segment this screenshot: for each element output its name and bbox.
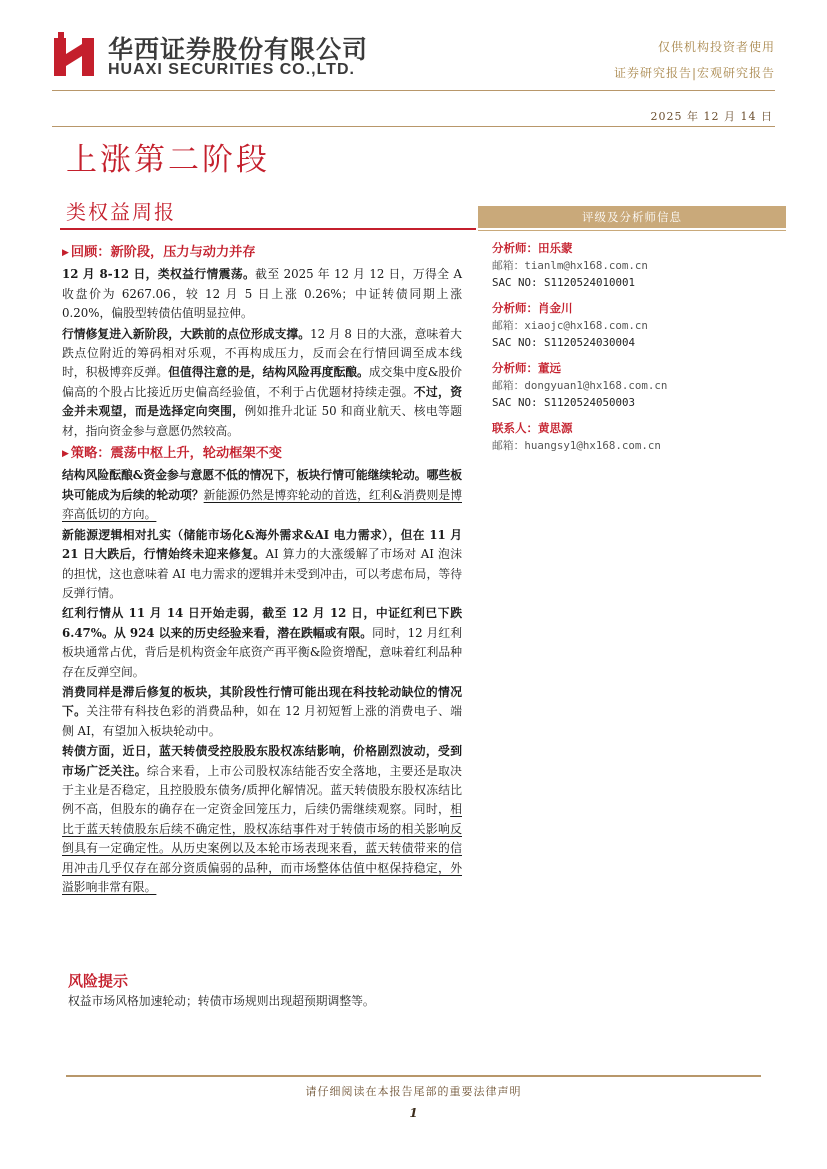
analyst-name: 分析师：田乐蒙 [492, 241, 573, 255]
subtitle-divider [60, 228, 476, 230]
analyst-card [492, 300, 786, 351]
analyst-sac: SAC NO: S1120524030004 [492, 336, 636, 349]
legal-notice: 请仔细阅读在本报告尾部的重要法律声明 [305, 1085, 522, 1098]
analyst-sac: SAC NO: S1120524050003 [492, 396, 636, 409]
strategy-paragraph-1: 结构风险酝酿&资金参与意愿不低的情况下，板块行情可能继续轮动。哪些板块可能成为后续的轮动项？新能源仍然是博弈轮动的首选，红利&消费则是博弈高低切的方向。 [62, 468, 462, 522]
strategy-paragraph-4: 消费同样是滞后修复的板块，其阶段性行情可能出现在科技轮动缺位的情况下。关注带有科技色彩的消费品种，如在 12 月初短暂上涨的消费电子、端侧 AI，有望加入板块轮动中。 [62, 684, 462, 738]
review-heading: ▶ 回顾：新阶段，压力与动力并存 [62, 243, 462, 263]
analyst-sac: SAC NO: S1120524010001 [492, 276, 636, 289]
header-divider [52, 90, 775, 91]
triangle-bullet-icon: ▶ [62, 248, 69, 258]
huaxi-logo-icon [52, 32, 96, 78]
audience-tag: 仅供机构投资者使用 [657, 40, 775, 54]
strategy-paragraph-2: 新能源逻辑相对扎实（储能市场化&海外需求&AI 电力需求），但在 11 月 21 日大跌后，行情始终未迎来修复。AI 算力的大涨缓解了市场对 AI 泡沫的担忧，这也意味着 AI 电力需求的逻辑并未受到冲击，可以考虑布局，等待反弹行情。 [62, 527, 462, 600]
analyst-sidebar [478, 206, 786, 454]
footer-divider [66, 1075, 761, 1077]
analyst-email[interactable]: 邮箱：tianlm@hx168.com.cn [492, 259, 648, 272]
sidebar-divider [478, 230, 786, 231]
report-date: 2025 年 12 月 14 日 [650, 110, 773, 123]
risk-text: 权益市场风格加速轮动；转债市场规则出现超预期调整等。 [68, 994, 375, 1008]
contact-name: 联系人：黄思源 [492, 421, 573, 435]
analyst-email[interactable]: 邮箱：xiaojc@hx168.com.cn [492, 319, 648, 332]
analyst-name: 分析师：董远 [492, 361, 561, 375]
report-subtitle: 类权益周报 [66, 200, 176, 224]
sidebar-heading: 评级及分析师信息 [478, 206, 786, 228]
company-name-en: HUAXI SECURITIES CO.,LTD. [108, 61, 355, 78]
strategy-paragraph-5: 转债方面，近日，蓝天转债受控股股东股权冻结影响，价格剧烈波动，受到市场广泛关注。综合来看，上市公司股权冻结能否安全落地，主要还是取决于主业是否稳定，且控股股东债务/质押化解情况。蓝天转债股东股权冻结比例不高，但股东的确存在一定资金回笼压力，后续仍需继续观察。同时，相比于蓝天转债股东后续不确定性，股权冻结事件对于转债市场的相关影响反倒具有一定确定性。从历史案例以及本轮市场表现来看，蓝天转债带来的信用冲击几乎仅存在部分资质偏弱的品种，而市场整体估值中枢保持稳定，外溢影响非常有限。 [62, 744, 462, 894]
review-paragraph-1: 12 月 8-12 日，类权益行情震荡。截至 2025 年 12 月 12 日，万得全 A 收盘价为 6267.06，较 12 月 5 日上涨 0.26%；中证转债同期上涨 0.20%，偏股型转债估值明显拉伸。 [62, 267, 462, 321]
contact-email[interactable]: 邮箱：huangsy1@hx168.com.cn [492, 439, 661, 452]
analyst-card [492, 360, 786, 411]
analyst-card [492, 240, 786, 291]
report-title: 上涨第二阶段 [66, 142, 270, 178]
company-name-cn: 华西证券股份有限公司 [108, 35, 369, 64]
analyst-name: 分析师：肖金川 [492, 301, 573, 315]
triangle-bullet-icon: ▶ [62, 449, 69, 460]
strategy-heading: ▶ 策略：震荡中枢上升，轮动框架不变 [62, 444, 462, 464]
analyst-email[interactable]: 邮箱：dongyuan1@hx168.com.cn [492, 379, 668, 392]
date-divider [52, 126, 775, 127]
report-type-tag: 证券研究报告|宏观研究报告 [613, 66, 775, 80]
main-column [62, 240, 462, 898]
contact-card [492, 420, 786, 454]
strategy-paragraph-3: 红利行情从 11 月 14 日开始走弱，截至 12 月 12 日，中证红利已下跌 6.47%。从 924 以来的历史经验来看，潜在跌幅或有限。同时，12 月红利板块通常占优，背后是机构资金年底资产再平衡&险资增配，意味着红利品种存在反弹空间。 [62, 606, 462, 679]
review-paragraph-2: 行情修复进入新阶段，大跌前的点位形成支撑。12 月 8 日的大涨，意味着大跌点位附近的筹码相对乐观，不再构成压力，反而会在行情回调至成本线时，积极博弈反弹。但值得注意的是，结构风险再度酝酿。成交集中度&股价偏高的个股占比接近历史偏高经验值，不利于占优题材持续走强。不过，资金并未观望，而是选择定向突围，例如推升北证 50 和商业航天、核电等题材，指向资金参与意愿仍然较高。 [62, 326, 462, 438]
risk-title: 风险提示 [68, 972, 129, 990]
page-number: 1 [409, 1106, 418, 1120]
